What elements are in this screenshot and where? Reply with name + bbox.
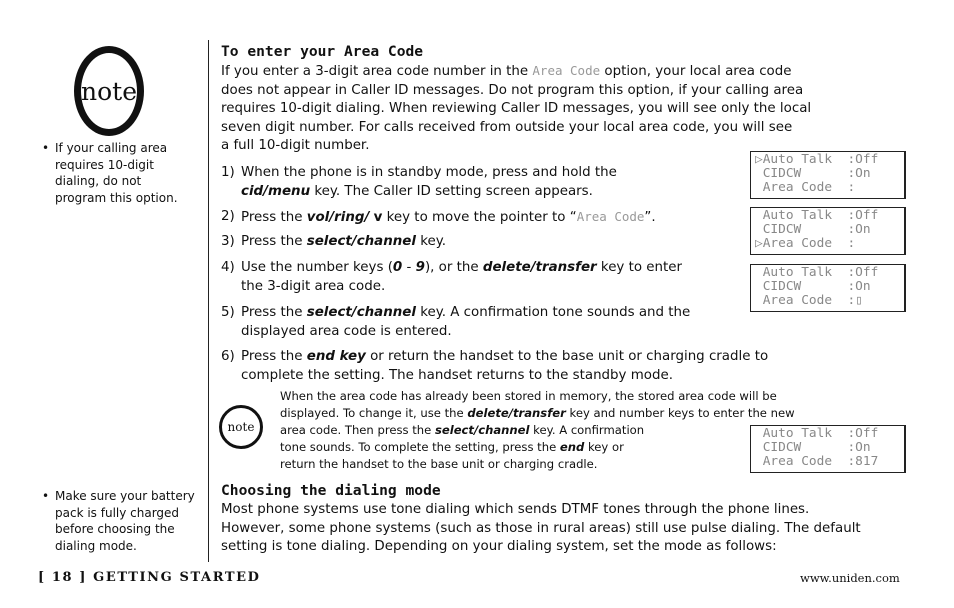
lcd-display-3: Auto Talk :Off CIDCW :On Area Code :▯ xyxy=(750,264,906,312)
column-divider xyxy=(208,40,209,562)
heading-area-code: To enter your Area Code xyxy=(221,43,424,60)
heading-dialing-mode: Choosing the dialing mode xyxy=(221,482,441,499)
sidebar-note-2: • Make sure your battery pack is fully charged before choosing the dialing mode. xyxy=(42,489,195,553)
lcd-display-2: Auto Talk :Off CIDCW :On ▷Area Code : xyxy=(750,207,906,255)
intro-paragraph: If you enter a 3-digit area code number in the Area Code option, your local area code does not appear in Caller ID messages. Do not program this option, if your calling area requires 10-digit dialing. When reviewing Caller ID messages, you will see only the local seven digit number. For calls received from outside your local area code, you will see a full 10-digit number. xyxy=(221,63,812,153)
note-icon-small: note xyxy=(219,405,263,449)
lcd-display-1: ▷Auto Talk :Off CIDCW :On Area Code : xyxy=(750,151,906,199)
note-icon: note xyxy=(74,46,144,136)
page-footer-url: www.uniden.com xyxy=(800,571,900,585)
page-footer-left: [ 18 ] GETTING STARTED xyxy=(38,570,261,585)
sidebar-note-1: • If your calling area requires 10-digit dialing, do not program this option. xyxy=(42,141,178,205)
dialing-mode-paragraph: Most phone systems use tone dialing which sends DTMF tones through the phone lines. However, some phone systems (such as those in rural areas) still use pulse dialing. The default setting is tone dialing. Depending on your dialing system, set the mode as follows: xyxy=(221,502,861,554)
down-arrow-icon: v xyxy=(373,210,383,225)
area-code-note: When the area code has already been stored in memory, the stored area code will be displayed. To change it, use the delete/transfer key and number keys to enter the new area code. Then press the select/channel key. A confirmation tone sounds. To complete the setting, press the end key or return the handset to the base unit or charging cradle. xyxy=(280,389,795,471)
lcd-display-4: Auto Talk :Off CIDCW :On Area Code :817 xyxy=(750,425,906,473)
